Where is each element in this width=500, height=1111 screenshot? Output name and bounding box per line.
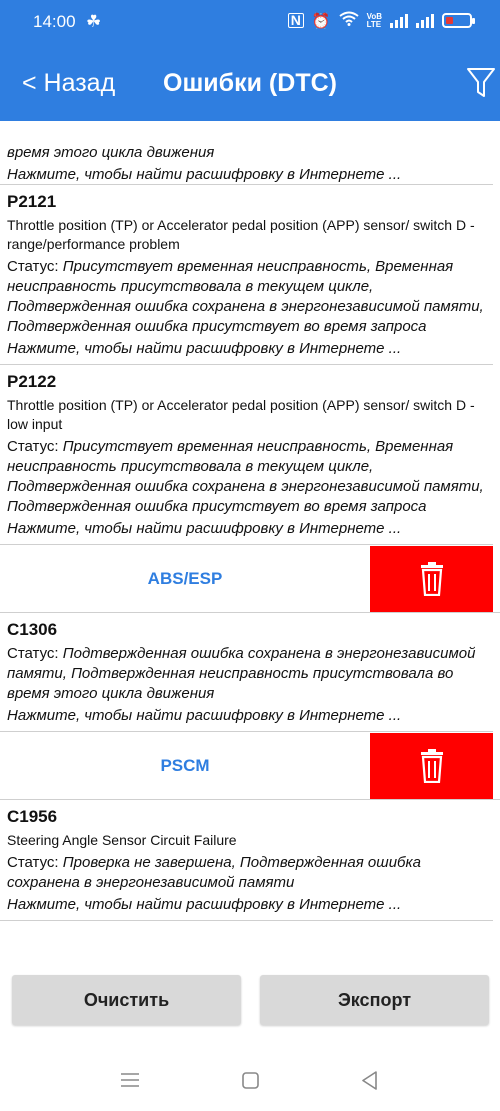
wifi-icon [339, 11, 359, 30]
dtc-entry-p2122[interactable] [0, 365, 493, 545]
dtc-entry-c1956[interactable] [0, 800, 493, 921]
status-value: Присутствует временная неисправность, Временная неисправность присутствовала в текущем цикле, Подтвержденная ошибка сохранена в энергонезависимой памяти, Подтвержденная ошибка присутствует во время запроса [7, 258, 484, 335]
dtc-list[interactable] [0, 121, 500, 960]
status-partial-lines: время этого цикла движения [7, 144, 215, 161]
dtc-code: P2121 [7, 192, 57, 211]
app-notification-icon: ☘ [86, 12, 102, 31]
app-bar [0, 0, 500, 121]
dtc-code: P2122 [7, 372, 57, 391]
search-online-link[interactable]: Нажмите, чтобы найти расшифровку в Интернете ... [7, 340, 402, 357]
dtc-code: C1956 [7, 807, 58, 826]
signal-1-icon [390, 14, 408, 28]
status-label: Статус: [7, 645, 63, 662]
dtc-description: Steering Angle Sensor Circuit Failure [7, 832, 237, 848]
search-online-link[interactable]: Нажмите, чтобы найти расшифровку в Интернете ... [7, 166, 402, 183]
alarm-icon: ⏰ [311, 12, 331, 30]
dtc-entry-c1306[interactable] [0, 613, 493, 732]
status-bar [0, 0, 500, 44]
status-label: Статус: [7, 438, 63, 455]
filter-icon[interactable] [466, 66, 496, 100]
home-nav-icon[interactable] [242, 1072, 259, 1094]
status-time: 14:00 [33, 12, 76, 31]
dtc-status [7, 437, 486, 517]
module-header-abs [0, 545, 500, 613]
status-value: Присутствует временная неисправность, Временная неисправность присутствовала в текущем цикле, Подтвержденная ошибка сохранена в энергонезависимой памяти, Подтвержденная ошибка присутствует во время запроса [7, 438, 484, 515]
dtc-entry-partial[interactable] [0, 121, 493, 185]
battery-icon [442, 13, 472, 28]
status-text-fragment [7, 125, 486, 163]
dtc-status [7, 644, 486, 704]
back-button[interactable]: < Назад [22, 69, 116, 97]
search-online-link[interactable]: Нажмите, чтобы найти расшифровку в Интернете ... [7, 896, 402, 913]
menu-nav-icon[interactable] [121, 1072, 139, 1093]
delete-abs-button[interactable] [370, 546, 493, 612]
export-button[interactable]: Экспорт [260, 975, 489, 1025]
network-type-label: VoB LTE [366, 11, 382, 29]
status-value: Подтвержденная ошибка сохранена в энергонезависимой памяти, Подтвержденная неисправность присутствовала во время этого цикла движения [7, 645, 476, 702]
status-value: Проверка не завершена, Подтвержденная ошибка сохранена в энергонезависимой памяти [7, 854, 421, 891]
status-label: Статус: [7, 854, 63, 871]
nfc-icon: N [288, 13, 304, 28]
delete-pscm-button[interactable] [370, 733, 493, 799]
module-header-pscm [0, 732, 500, 800]
signal-2-icon [416, 14, 434, 28]
dtc-entry-p2121[interactable] [0, 185, 493, 365]
search-online-link[interactable]: Нажмите, чтобы найти расшифровку в Интернете ... [7, 707, 402, 724]
dtc-description: Throttle position (TP) or Accelerator pedal position (APP) sensor/ switch D - range/performance problem [7, 217, 475, 252]
back-nav-icon[interactable] [361, 1071, 378, 1095]
module-name-pscm[interactable]: PSCM [160, 755, 210, 775]
trash-icon [420, 749, 444, 783]
clear-button[interactable]: Очистить [12, 975, 241, 1025]
dtc-status [7, 257, 486, 337]
trash-icon [420, 562, 444, 596]
dtc-code: C1306 [7, 620, 58, 639]
search-online-link[interactable]: Нажмите, чтобы найти расшифровку в Интернете ... [7, 520, 402, 537]
module-name-abs[interactable]: ABS/ESP [147, 568, 223, 588]
system-nav-bar [0, 1055, 500, 1111]
dtc-description: Throttle position (TP) or Accelerator pedal position (APP) sensor/ switch D - low input [7, 397, 475, 432]
status-label: Статус: [7, 258, 63, 275]
page-title: Ошибки (DTC) [163, 69, 337, 97]
dtc-status [7, 853, 486, 893]
